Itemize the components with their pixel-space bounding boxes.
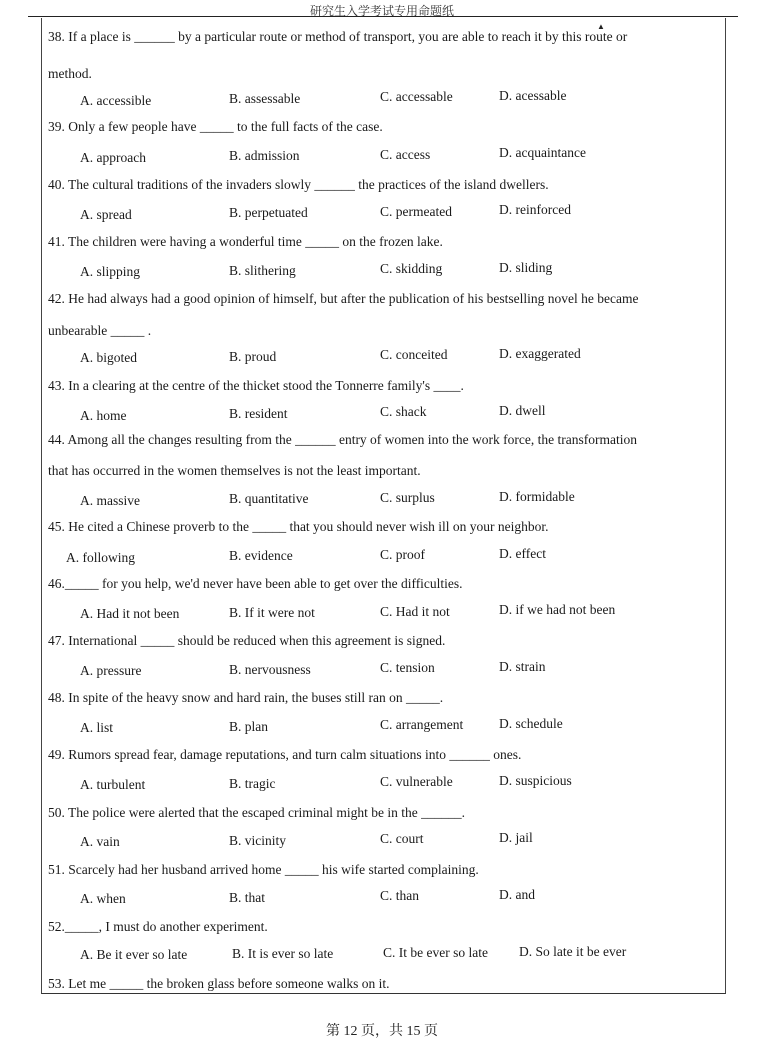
- question-39-option-d: D. acquaintance: [499, 145, 586, 160]
- question-44-option-b: B. quantitative: [229, 491, 309, 506]
- question-42: 42. He had always had a good opinion of himself, but after the publication of his bestselling novel he became: [48, 291, 639, 306]
- question-47-option-d: D. strain: [499, 659, 546, 674]
- question-52-option-a: A. Be it ever so late: [80, 947, 188, 962]
- question-51-option-d: D. and: [499, 887, 535, 902]
- question-49: 49. Rumors spread fear, damage reputations, and turn calm situations into ______ ones.: [48, 747, 522, 762]
- question-40-option-d: D. reinforced: [499, 202, 571, 217]
- question-49-option-a: A. turbulent: [80, 777, 146, 792]
- question-47-option-c: C. tension: [380, 660, 435, 675]
- question-45: 45. He cited a Chinese proverb to the _____ that you should never wish ill on your neighbor.: [48, 519, 549, 534]
- question-50-option-b: B. vicinity: [229, 833, 286, 848]
- question-43-option-d: D. dwell: [499, 403, 546, 418]
- question-38-option-c: C. accessable: [380, 89, 453, 104]
- question-51: 51. Scarcely had her husband arrived home _____ his wife started complaining.: [48, 862, 479, 877]
- question-43-option-a: A. home: [80, 408, 127, 423]
- question-51-option-c: C. than: [380, 888, 419, 903]
- question-40: 40. The cultural traditions of the invaders slowly ______ the practices of the island dwellers.: [48, 177, 549, 192]
- question-52: 52._____, I must do another experiment.: [48, 919, 268, 934]
- question-38-option-a: A. accessible: [80, 93, 152, 108]
- question-52-option-d: D. So late it be ever: [519, 944, 627, 959]
- scan-mark-icon: ▲: [597, 22, 605, 31]
- question-41-option-b: B. slithering: [229, 263, 296, 278]
- question-48-option-b: B. plan: [229, 719, 268, 734]
- question-43-option-c: C. shack: [380, 404, 427, 419]
- question-45-option-d: D. effect: [499, 546, 546, 561]
- question-52-option-c: C. It be ever so late: [383, 945, 488, 960]
- question-39-option-a: A. approach: [80, 150, 146, 165]
- question-48-option-d: D. schedule: [499, 716, 563, 731]
- question-38-option-b: B. assessable: [229, 91, 301, 106]
- question-47-option-b: B. nervousness: [229, 662, 311, 677]
- question-44-option-c: C. surplus: [380, 490, 435, 505]
- question-47-option-a: A. pressure: [80, 663, 142, 678]
- question-50-option-d: D. jail: [499, 830, 533, 845]
- question-44-option-a: A. massive: [80, 493, 140, 508]
- question-41-option-d: D. sliding: [499, 260, 553, 275]
- question-40-option-b: B. perpetuated: [229, 205, 308, 220]
- question-46: 46._____ for you help, we'd never have been able to get over the difficulties.: [48, 576, 463, 591]
- question-38: 38. If a place is ______ by a particular route or method of transport, you are able to reach it by this route or: [48, 29, 628, 44]
- question-51-option-b: B. that: [229, 890, 265, 905]
- question-44-continuation: that has occurred in the women themselves is not the least important.: [48, 463, 421, 478]
- question-48: 48. In spite of the heavy snow and hard rain, the buses still ran on _____.: [48, 690, 444, 705]
- question-44: 44. Among all the changes resulting from the ______ entry of women into the work force, the transformation: [48, 432, 637, 447]
- page-header-title: 研究生入学考试专用命题纸: [309, 4, 454, 18]
- question-42-option-a: A. bigoted: [80, 350, 137, 365]
- question-49-option-c: C. vulnerable: [380, 774, 453, 789]
- question-41: 41. The children were having a wonderful time _____ on the frozen lake.: [48, 234, 443, 249]
- question-42-option-b: B. proud: [229, 349, 277, 364]
- question-42-option-c: C. conceited: [380, 347, 448, 362]
- question-39: 39. Only a few people have _____ to the full facts of the case.: [48, 119, 383, 134]
- question-44-option-d: D. formidable: [499, 489, 575, 504]
- question-42-option-d: D. exaggerated: [499, 346, 581, 361]
- question-46-option-c: C. Had it not: [380, 604, 450, 619]
- question-50: 50. The police were alerted that the escaped criminal might be in the ______.: [48, 805, 465, 820]
- question-41-option-a: A. slipping: [80, 264, 141, 279]
- question-48-option-c: C. arrangement: [380, 717, 464, 732]
- question-39-option-c: C. access: [380, 147, 431, 162]
- question-45-option-b: B. evidence: [229, 548, 293, 563]
- question-53: 53. Let me _____ the broken glass before someone walks on it.: [48, 976, 390, 991]
- question-50-option-a: A. vain: [80, 834, 120, 849]
- question-52-option-b: B. It is ever so late: [232, 946, 334, 961]
- question-46-option-d: D. if we had not been: [499, 602, 616, 617]
- question-48-option-a: A. list: [80, 720, 114, 735]
- question-50-option-c: C. court: [380, 831, 424, 846]
- question-40-option-a: A. spread: [80, 207, 132, 222]
- question-47: 47. International _____ should be reduced when this agreement is signed.: [48, 633, 446, 648]
- question-43: 43. In a clearing at the centre of the thicket stood the Tonnerre family's ____.: [48, 378, 464, 393]
- question-38-continuation: method.: [48, 66, 92, 81]
- question-41-option-c: C. skidding: [380, 261, 443, 276]
- question-46-option-b: B. If it were not: [229, 605, 315, 620]
- question-49-option-d: D. suspicious: [499, 773, 572, 788]
- question-49-option-b: B. tragic: [229, 776, 276, 791]
- page-number-footer: 第 12 页，共 15 页: [326, 1024, 438, 1039]
- question-39-option-b: B. admission: [229, 148, 300, 163]
- question-46-option-a: A. Had it not been: [80, 606, 180, 621]
- question-43-option-b: B. resident: [229, 406, 288, 421]
- question-45-option-c: C. proof: [380, 547, 425, 562]
- question-38-option-d: D. acessable: [499, 88, 567, 103]
- question-42-continuation: unbearable _____ .: [48, 323, 152, 338]
- question-40-option-c: C. permeated: [380, 204, 452, 219]
- question-45-option-a: A. following: [66, 550, 135, 565]
- header-rule: [28, 16, 738, 17]
- question-51-option-a: A. when: [80, 891, 126, 906]
